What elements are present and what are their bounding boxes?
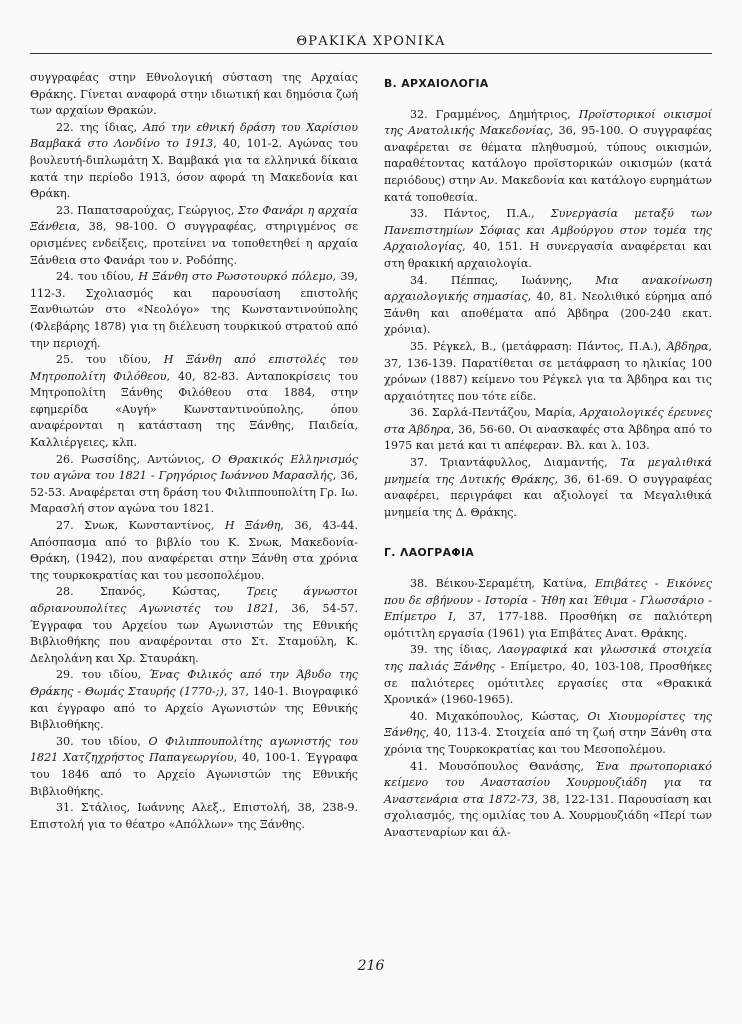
entry-description: , 40, 101-2. Αγώνας του βουλευτή-διπλωμάτη Χ. Βαμβακά για τα ελληνικά δίκαια κατά την περίοδο 1913, όσον αφορά τη Μακεδονία και Θράκη.: [30, 137, 358, 201]
entry-author: 39. της ίδιας,: [410, 643, 499, 657]
section-title-archaeology: Β. ΑΡΧΑΙΟΛΟΓΙΑ: [384, 77, 489, 90]
bibliography-entry: [30, 667, 358, 733]
entry-title: Άβδηρα: [666, 339, 709, 353]
entry-description: , 36, 56-60. Οι ανασκαφές στα Άβδηρα από το 1975 και μετά και τι απέφεραν. Βλ. και λ. 103.: [384, 422, 713, 453]
page-number: 216: [357, 958, 385, 974]
entry-title: Η Ξάνθη από επιστολές του Μητροπολίτη Φιλόθεου: [30, 353, 358, 383]
entry-author: 40. Μιχακόπουλος, Κώστας,: [410, 709, 588, 723]
entry-title: Λαογραφικά και γλωσσικά στοιχεία της παλιάς Ξάνθης: [384, 643, 712, 673]
entry-title: Η Ξάνθη: [224, 519, 281, 533]
bibliography-entry: [384, 107, 712, 207]
journal-title: ΘΡΑΚΙΚΑ ΧΡΟΝΙΚΑ: [296, 34, 446, 49]
bibliography-entry: [30, 800, 358, 833]
entry-title: Ο Φιλιππουπολίτης αγωνιστής του 1821 Χατζηχρήστος Παπαγεωργίου: [30, 734, 358, 765]
entry-description: , 39, 112-3. Σχολιασμός και παρουσίαση επιστολής Ξανθιωτών στο «Νεολόγο» της Κωνσταντινούπολης (Φλεβάρης 1878) για τη διέλευση τουρκικού στρατού από την περιοχή.: [30, 270, 358, 350]
entry-title: Ο Θρακικός Ελληνισμός του αγώνα του 1821 - Γρηγόριος Ιωάννου Μαρασλής: [30, 452, 358, 483]
entry-description: , 37, 140-1. Βιογραφικό και έγγραφο από το Αρχείο Αγωνιστών της Εθνικής Βιβλιοθήκης.: [30, 684, 358, 732]
bibliography-entry: [384, 405, 712, 455]
entry-author: 33. Πάντος, Π.Α.,: [410, 207, 551, 221]
right-column: [384, 70, 712, 950]
entry-author: 41. Μουσόπουλος Θανάσης,: [410, 759, 595, 773]
entry-title: Η Ξάνθη στο Ρωσοτουρκό πόλεμο: [138, 270, 333, 284]
bibliography-entry: [30, 70, 358, 120]
bibliography-entry: [30, 518, 358, 584]
entry-description: , 37, 177-188. Προσθήκη σε παλιότερη ομότιτλη εργασία (1961) για Επιβάτες Ανατ. Θράκης.: [384, 610, 712, 640]
entry-author: 30. του ιδίου,: [56, 734, 149, 748]
archaeology-entries: [384, 107, 712, 522]
bibliography-entry: [384, 642, 712, 708]
entry-author: 24. του ιδίου,: [56, 270, 139, 284]
entry-description: , 38, 98-100. Ο συγγραφέας, στηριγμένος σε ορισμένες ενδείξεις, προτείνει να τοποθετηθεί η αρχαία Ξάνθεια στο Φανάρι του ν. Ροδόπης.: [30, 220, 358, 267]
entry-description: συγγραφέας στην Εθνολογική σύσταση της Αρχαίας Θράκης. Γίνεται αναφορά στην ιδιωτική και δημόσια ζωή των αρχαίων Θρακών.: [30, 71, 358, 118]
entry-author: 36. Σαρλά-Πεντάζου, Μαρία,: [410, 406, 580, 420]
entry-title: Μια ανακοίνωση αρχαιολογικής σημασίας: [384, 273, 712, 304]
bibliography-entry: [384, 273, 712, 339]
entry-description: - Επίμετρο, 40, 103-108, Προσθήκες σε παλιότερες ομότιτλες εργασίες στα «Θρακικά Χρονικά» (1960-1965).: [384, 660, 712, 707]
bibliography-entry: [30, 269, 358, 352]
entry-author: 35. Ρέγκελ, Β., (μετάφραση: Πάντος, Π.Α.),: [410, 339, 667, 353]
entry-title: Από την εθνική δράση του Χαρίσιου Βαμβακά στο Λονδίνο το 1913: [30, 120, 358, 151]
entry-description: , 40, 82-83. Ανταποκρίσεις του Μητροπολίτη Ξάνθης Φιλόθεου στα 1884, στην εφημερίδα «Αυγή» Κωνσταντινούπολης, όπου αναφέρονται η κατάσταση της Ξάνθης, Παιδεία, Καλλιέργειες, κλπ.: [30, 369, 358, 450]
entry-author: 28. Σπανός, Κώστας,: [56, 585, 247, 599]
entry-description: , 37, 136-139. Παρατίθεται σε μετάφραση το ηλικίας 100 χρόνων (1887) κείμενο του Ρέγκελ για τα Άβδηρα και τις αρχαιότητες που τότε είδε.: [384, 339, 712, 403]
entry-author: 31. Στάλιος, Ιωάννης Αλεξ., Επιστολή, 38, 238-9. Επιστολή για το θέατρο «Απόλλων» της Ξάνθης.: [30, 801, 358, 831]
entry-title: Ένα πρωτοποριακό κείμενο του Αναστασίου Χουρμουζιάδη για τα Αναστενάρια στα 1872-73: [384, 759, 712, 806]
entry-title: Οι Χιουμορίστες της Ξάνθης: [384, 709, 712, 740]
bibliography-entry: [384, 709, 712, 759]
bibliography-entry: [384, 759, 712, 842]
entry-title: Συνεργασία μεταξύ των Πανεπιστημίων Σόφιας και Αμβούργου στον τομέα της Αρχαιολογίας: [384, 207, 712, 254]
entry-author: 32. Γραμμένος, Δημήτριος,: [410, 107, 579, 121]
bibliography-entry: [30, 734, 358, 800]
bibliography-entry: [30, 584, 358, 667]
entry-title: Τρεις άγνωστοι αδριανουπολίτες Αγωνιστές του 1821: [30, 585, 358, 615]
running-header: [30, 34, 712, 54]
entry-author: 26. Ρωσσίδης, Αντώνιος,: [56, 452, 212, 466]
bibliography-entry: [30, 352, 358, 452]
bibliography-entry: [30, 452, 358, 518]
entry-description: , 36, 95-100. Ο συγγραφέας αναφέρεται σε θέματα πληθυσμού, τύπους οικισμών, παραθέτοντας κατάλογο προϊστορικών οικισμών (κατά περιόδους) στην Αν. Μακεδονία και κατάλογο ευρημάτων κατά τοποθεσία.: [384, 124, 712, 204]
entry-title: Επιβάτες - Εικόνες που δε σβήνουν - Ιστορία - Ήθη και Έθιμα - Γλωσσάριο - Επίμετρο Ι: [384, 577, 712, 624]
entry-author: 27. Σνωκ, Κωνσταντίνος,: [56, 519, 225, 533]
entry-description: , 36, 52-53. Αναφέρεται στη δράση του Φιλιππουπολίτη Γρ. Ιω. Μαρασλή στον αγώνα του 1821.: [30, 469, 358, 516]
entry-title: Τα μεγαλιθικά μνημεία της Δυτικής Θράκης: [384, 456, 712, 486]
entry-description: , 40, 151. Η συνεργασία αναφέρεται και στη θρακική αρχαιολογία.: [384, 240, 712, 270]
entry-title: Στο Φανάρι η αρχαία Ξάνθεια: [30, 203, 358, 234]
bibliography-entry: [384, 339, 712, 405]
bibliography-entry: [384, 576, 712, 642]
entry-title: Ένας Φιλικός από την Άβυδο της Θράκης - Θωμάς Σταυρής (1770-;): [30, 668, 358, 698]
entry-author: 34. Πέππας, Ιωάννης,: [410, 273, 596, 287]
text-columns: [30, 70, 712, 950]
bibliography-entry: [384, 455, 712, 521]
entry-author: 25. του ιδίου,: [56, 353, 164, 367]
left-column: [30, 70, 358, 950]
entry-description: , 40, 113-4. Στοιχεία από τη ζωή στην Ξάνθη στα χρόνια της Τουρκοκρατίας και του Μεσοπολέμου.: [384, 726, 712, 756]
entry-author: 37. Τριαντάφυλλος, Διαμαντής,: [410, 456, 621, 470]
folklore-entries: [384, 576, 712, 842]
entry-description: , 36, 54-57. Έγγραφα του Αρχείου των Αγωνιστών της Εθνικής Βιβλιοθήκης που αναφέρονται στο Στ. Σταμούλη, Κ. Δεληολάνη και Χρ. Σταυράκη.: [30, 602, 358, 665]
entry-title: Προϊστορικοί οικισμοί της Ανατολικής Μακεδονίας: [384, 107, 712, 138]
entry-description: , 38, 122-131. Παρουσίαση και σχολιασμός, της ομιλίας του Α. Χουρμουζιάδη «Περί των Αναστεναρίων και άλ-: [384, 792, 712, 839]
entry-author: 23. Παπατσαρούχας, Γεώργιος,: [56, 203, 239, 217]
entry-title: Αρχαιολογικές έρευνες στα Άβδηρα: [384, 406, 712, 436]
entry-author: 29. του ιδίου,: [56, 668, 149, 682]
bibliography-entry: [30, 120, 358, 203]
entry-description: , 40, 100-1. Έγγραφα του 1846 από το Αρχείο Αγωνιστών της Εθνικής Βιβλιοθήκης.: [30, 751, 359, 798]
entry-author: 38. Βέικου-Σεραμέτη, Κατίνα,: [410, 577, 595, 591]
entry-author: 22. της ίδιας,: [56, 120, 144, 134]
bibliography-entry: [30, 203, 358, 269]
section-title-folklore: Γ. ΛΑΟΓΡΑΦΙΑ: [384, 546, 475, 560]
bibliography-entry: [384, 206, 712, 272]
entry-description: , 36, 61-69. Ο συγγραφέας αναφέρει, περιγράφει και αξιολογεί τα Μεγαλιθικά μνημεία της Δ. Θράκης.: [384, 472, 712, 519]
entry-description: , 40, 81. Νεολιθικό εύρημα από Ξάνθη και αποθέματα από Άβδηρα (200-240 εκατ. χρόνια).: [384, 290, 712, 337]
entry-description: , 36, 43-44. Απόσπασμα από το βιβλίο του Κ. Σνωκ, Μακεδονία-Θράκη, (1942), που αναφέρεται στην Ξάνθη στα χρόνια της τουρκοκρατίας και του μεσοπολέμου.: [30, 519, 358, 582]
